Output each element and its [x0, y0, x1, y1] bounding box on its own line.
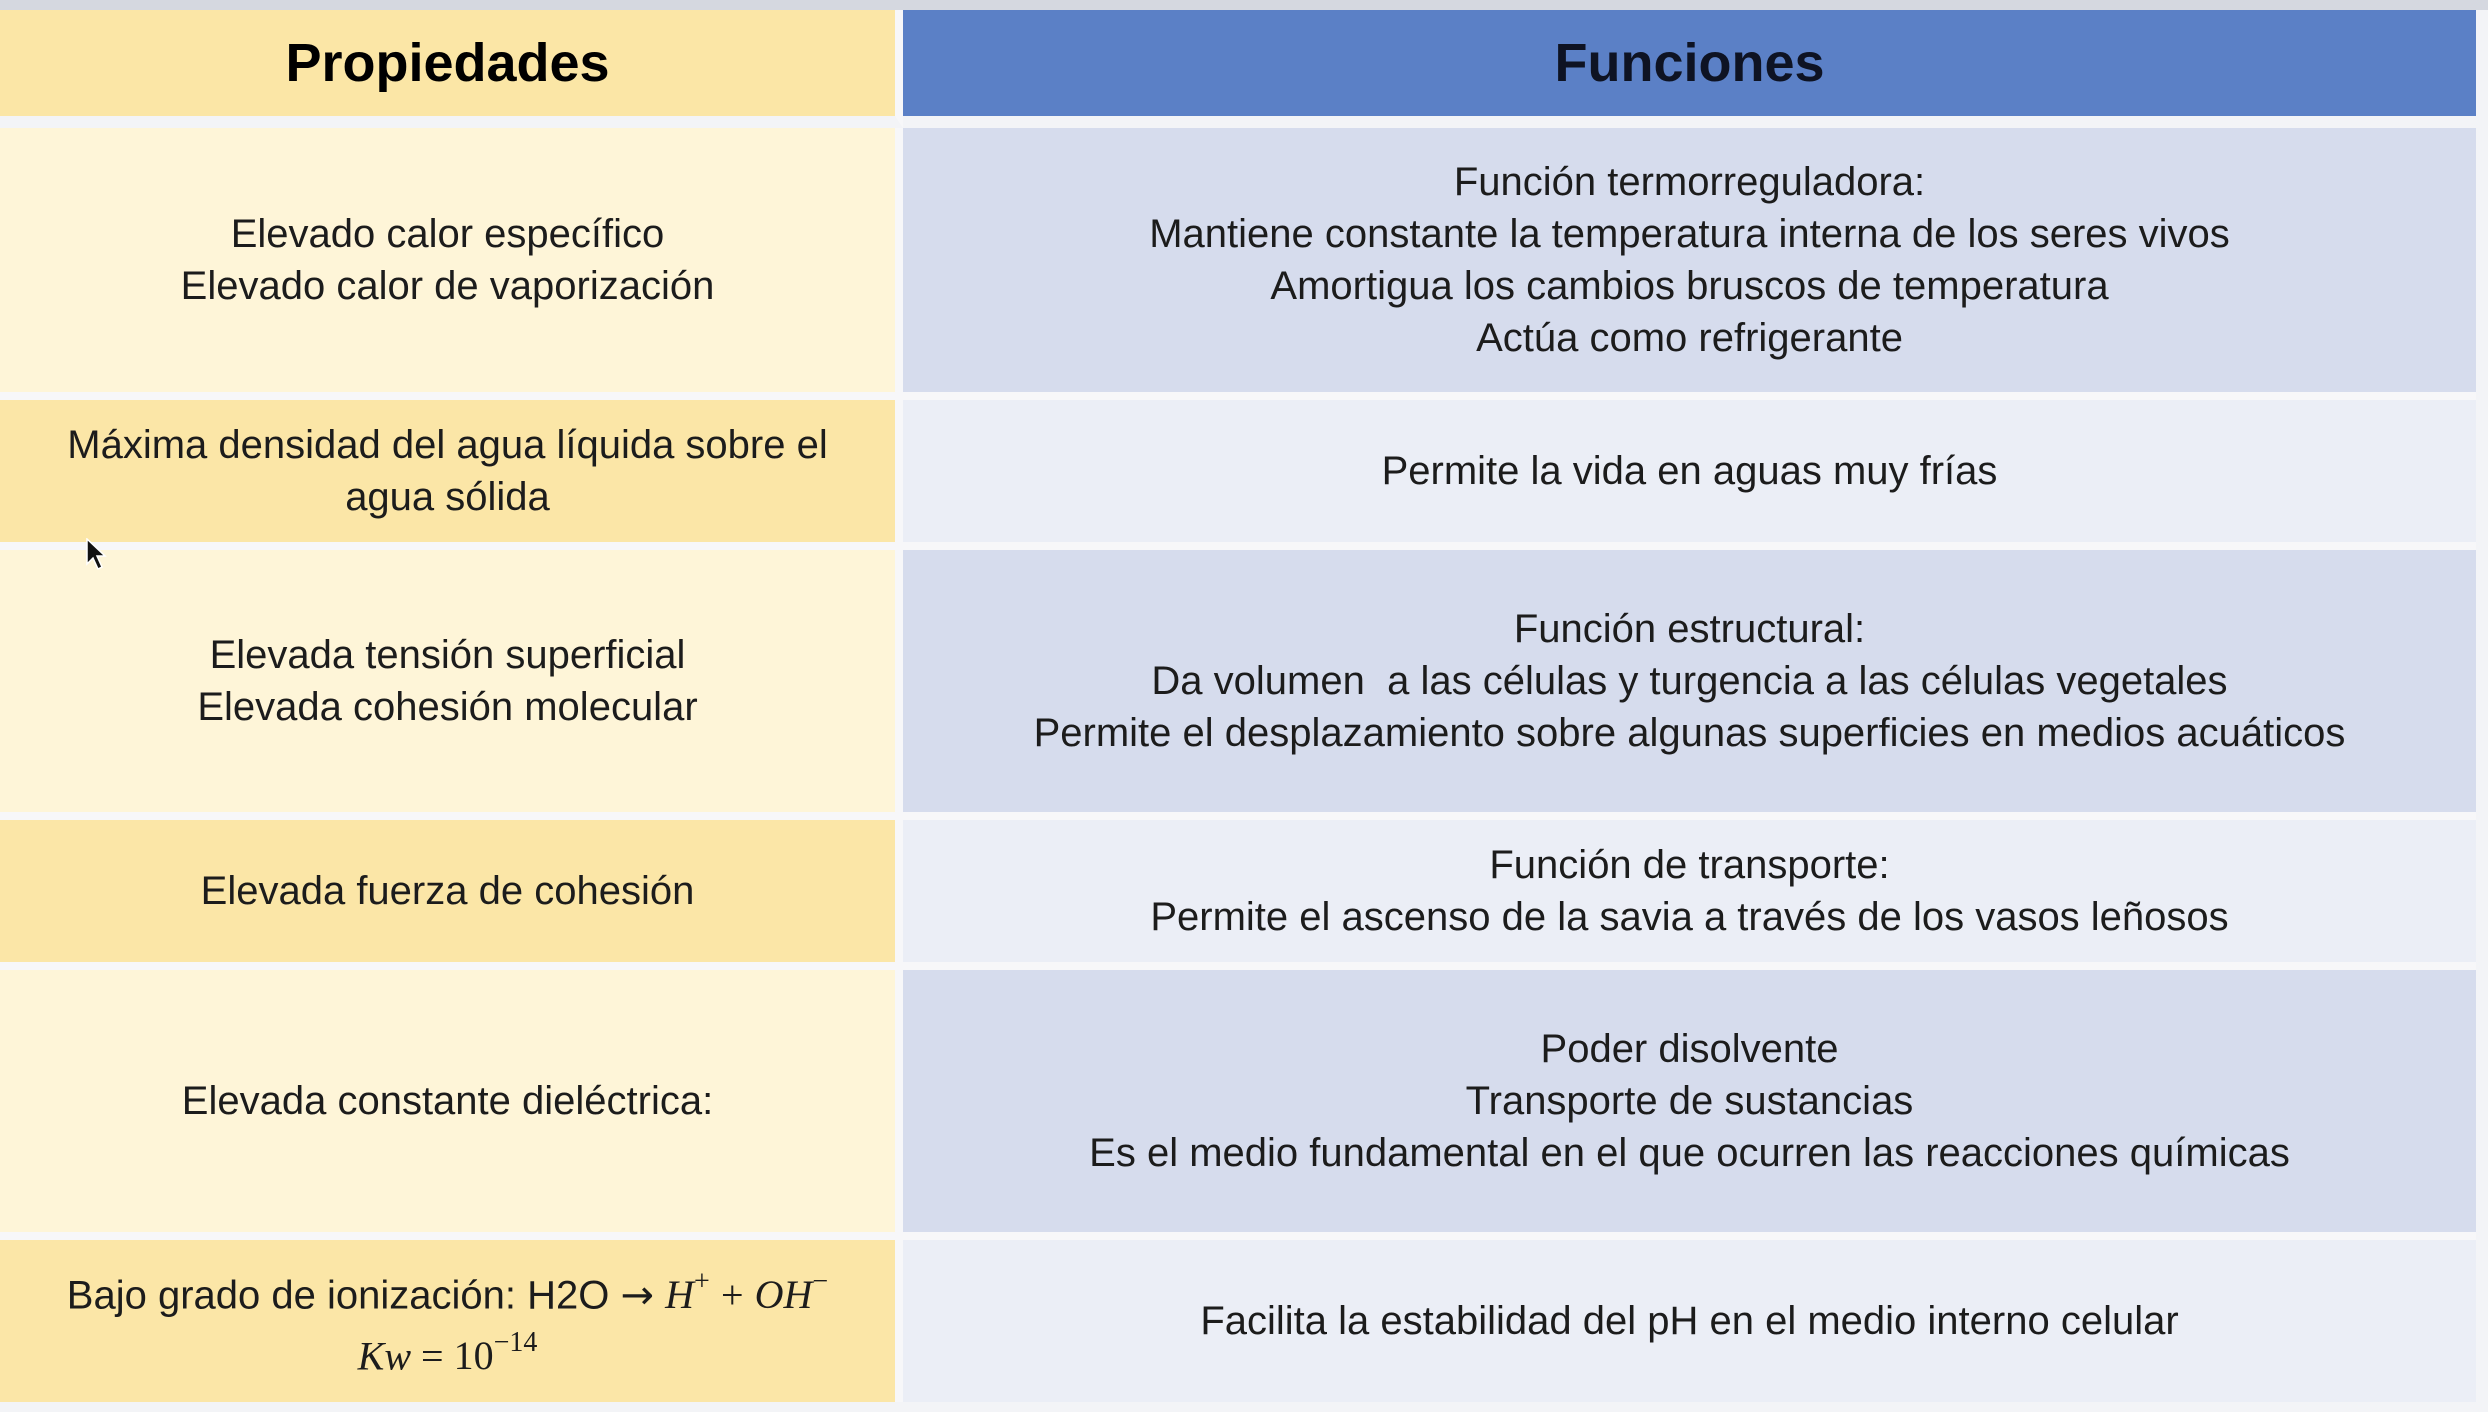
- function-line: Permite el desplazamiento sobre algunas superficies en medios acuáticos: [1033, 711, 2346, 755]
- property-line: Elevado calor específico: [230, 212, 665, 256]
- function-line: Facilita la estabilidad del pH en el medio interno celular: [1200, 1299, 2179, 1343]
- function-line: Transporte de sustancias: [1465, 1079, 1914, 1123]
- function-cell-2: [903, 400, 2476, 550]
- ionization-equation: [67, 1260, 828, 1321]
- property-line: Elevado calor de vaporización: [180, 264, 715, 308]
- property-cell-1: [0, 128, 903, 400]
- header-properties: [0, 10, 903, 128]
- kw-label: Kw: [357, 1333, 411, 1379]
- reaction-arrow: →: [620, 1272, 654, 1318]
- function-line: Es el medio fundamental en el que ocurren las reacciones químicas: [1089, 1131, 2290, 1175]
- hydrogen-symbol: H: [665, 1272, 695, 1317]
- function-cell-5: [903, 970, 2476, 1240]
- function-line: Función estructural:: [1513, 607, 1866, 651]
- function-cell-6: [903, 1240, 2476, 1402]
- function-line: Función termorreguladora:: [1453, 160, 1926, 204]
- header-properties-label: Propiedades: [285, 33, 610, 93]
- property-line: Elevada tensión superficial: [209, 633, 686, 677]
- header-functions: [903, 10, 2476, 128]
- property-line: Elevada constante dieléctrica:: [181, 1079, 714, 1123]
- property-cell-5: [0, 970, 903, 1240]
- kw-value: [453, 1327, 538, 1379]
- function-line: Permite la vida en aguas muy frías: [1381, 449, 1998, 493]
- function-cell-3: [903, 550, 2476, 820]
- property-cell-6: [0, 1240, 903, 1402]
- function-cell-4: [903, 820, 2476, 970]
- property-line: Máxima densidad del agua líquida sobre el: [67, 423, 828, 467]
- function-line: Permite el ascenso de la savia a través de los vasos leñosos: [1150, 895, 2229, 939]
- function-line: Función de transporte:: [1489, 843, 1890, 887]
- hydroxide-ion: [754, 1265, 829, 1317]
- header-functions-label: Funciones: [1554, 33, 1825, 93]
- property-line: Elevada cohesión molecular: [197, 685, 698, 729]
- function-line: Actúa como refrigerante: [1476, 316, 1903, 360]
- kw-exponent: −14: [493, 1327, 538, 1358]
- hydrogen-charge: +: [694, 1265, 710, 1297]
- properties-functions-table: [0, 10, 2476, 1412]
- function-line: Da volumen a las células y turgencia a las células vegetales: [1151, 659, 2228, 703]
- property-cell-2: [0, 400, 903, 550]
- property-line: agua sólida: [345, 475, 550, 519]
- property-cell-4: [0, 820, 903, 970]
- kw-equation: [358, 1321, 538, 1382]
- function-line: Poder disolvente: [1540, 1027, 1839, 1071]
- function-cell-1: [903, 128, 2476, 400]
- function-line: Mantiene constante la temperatura interna de los seres vivos: [1149, 212, 2230, 256]
- kw-base: 10: [453, 1333, 494, 1379]
- hydroxide-charge: −: [812, 1265, 829, 1297]
- mouse-pointer-icon: [86, 538, 108, 572]
- hydroxide-symbol: OH: [754, 1272, 813, 1317]
- property-line: Elevada fuerza de cohesión: [200, 869, 695, 913]
- top-strip: [0, 0, 2488, 10]
- function-line: Amortigua los cambios bruscos de temperatura: [1270, 264, 2109, 308]
- property-cell-3: [0, 550, 903, 820]
- hydrogen-ion: [665, 1265, 710, 1317]
- plus-sign: +: [720, 1272, 744, 1317]
- ionization-label: Bajo grado de ionización: H2O: [66, 1273, 610, 1317]
- kw-equals: =: [421, 1333, 444, 1379]
